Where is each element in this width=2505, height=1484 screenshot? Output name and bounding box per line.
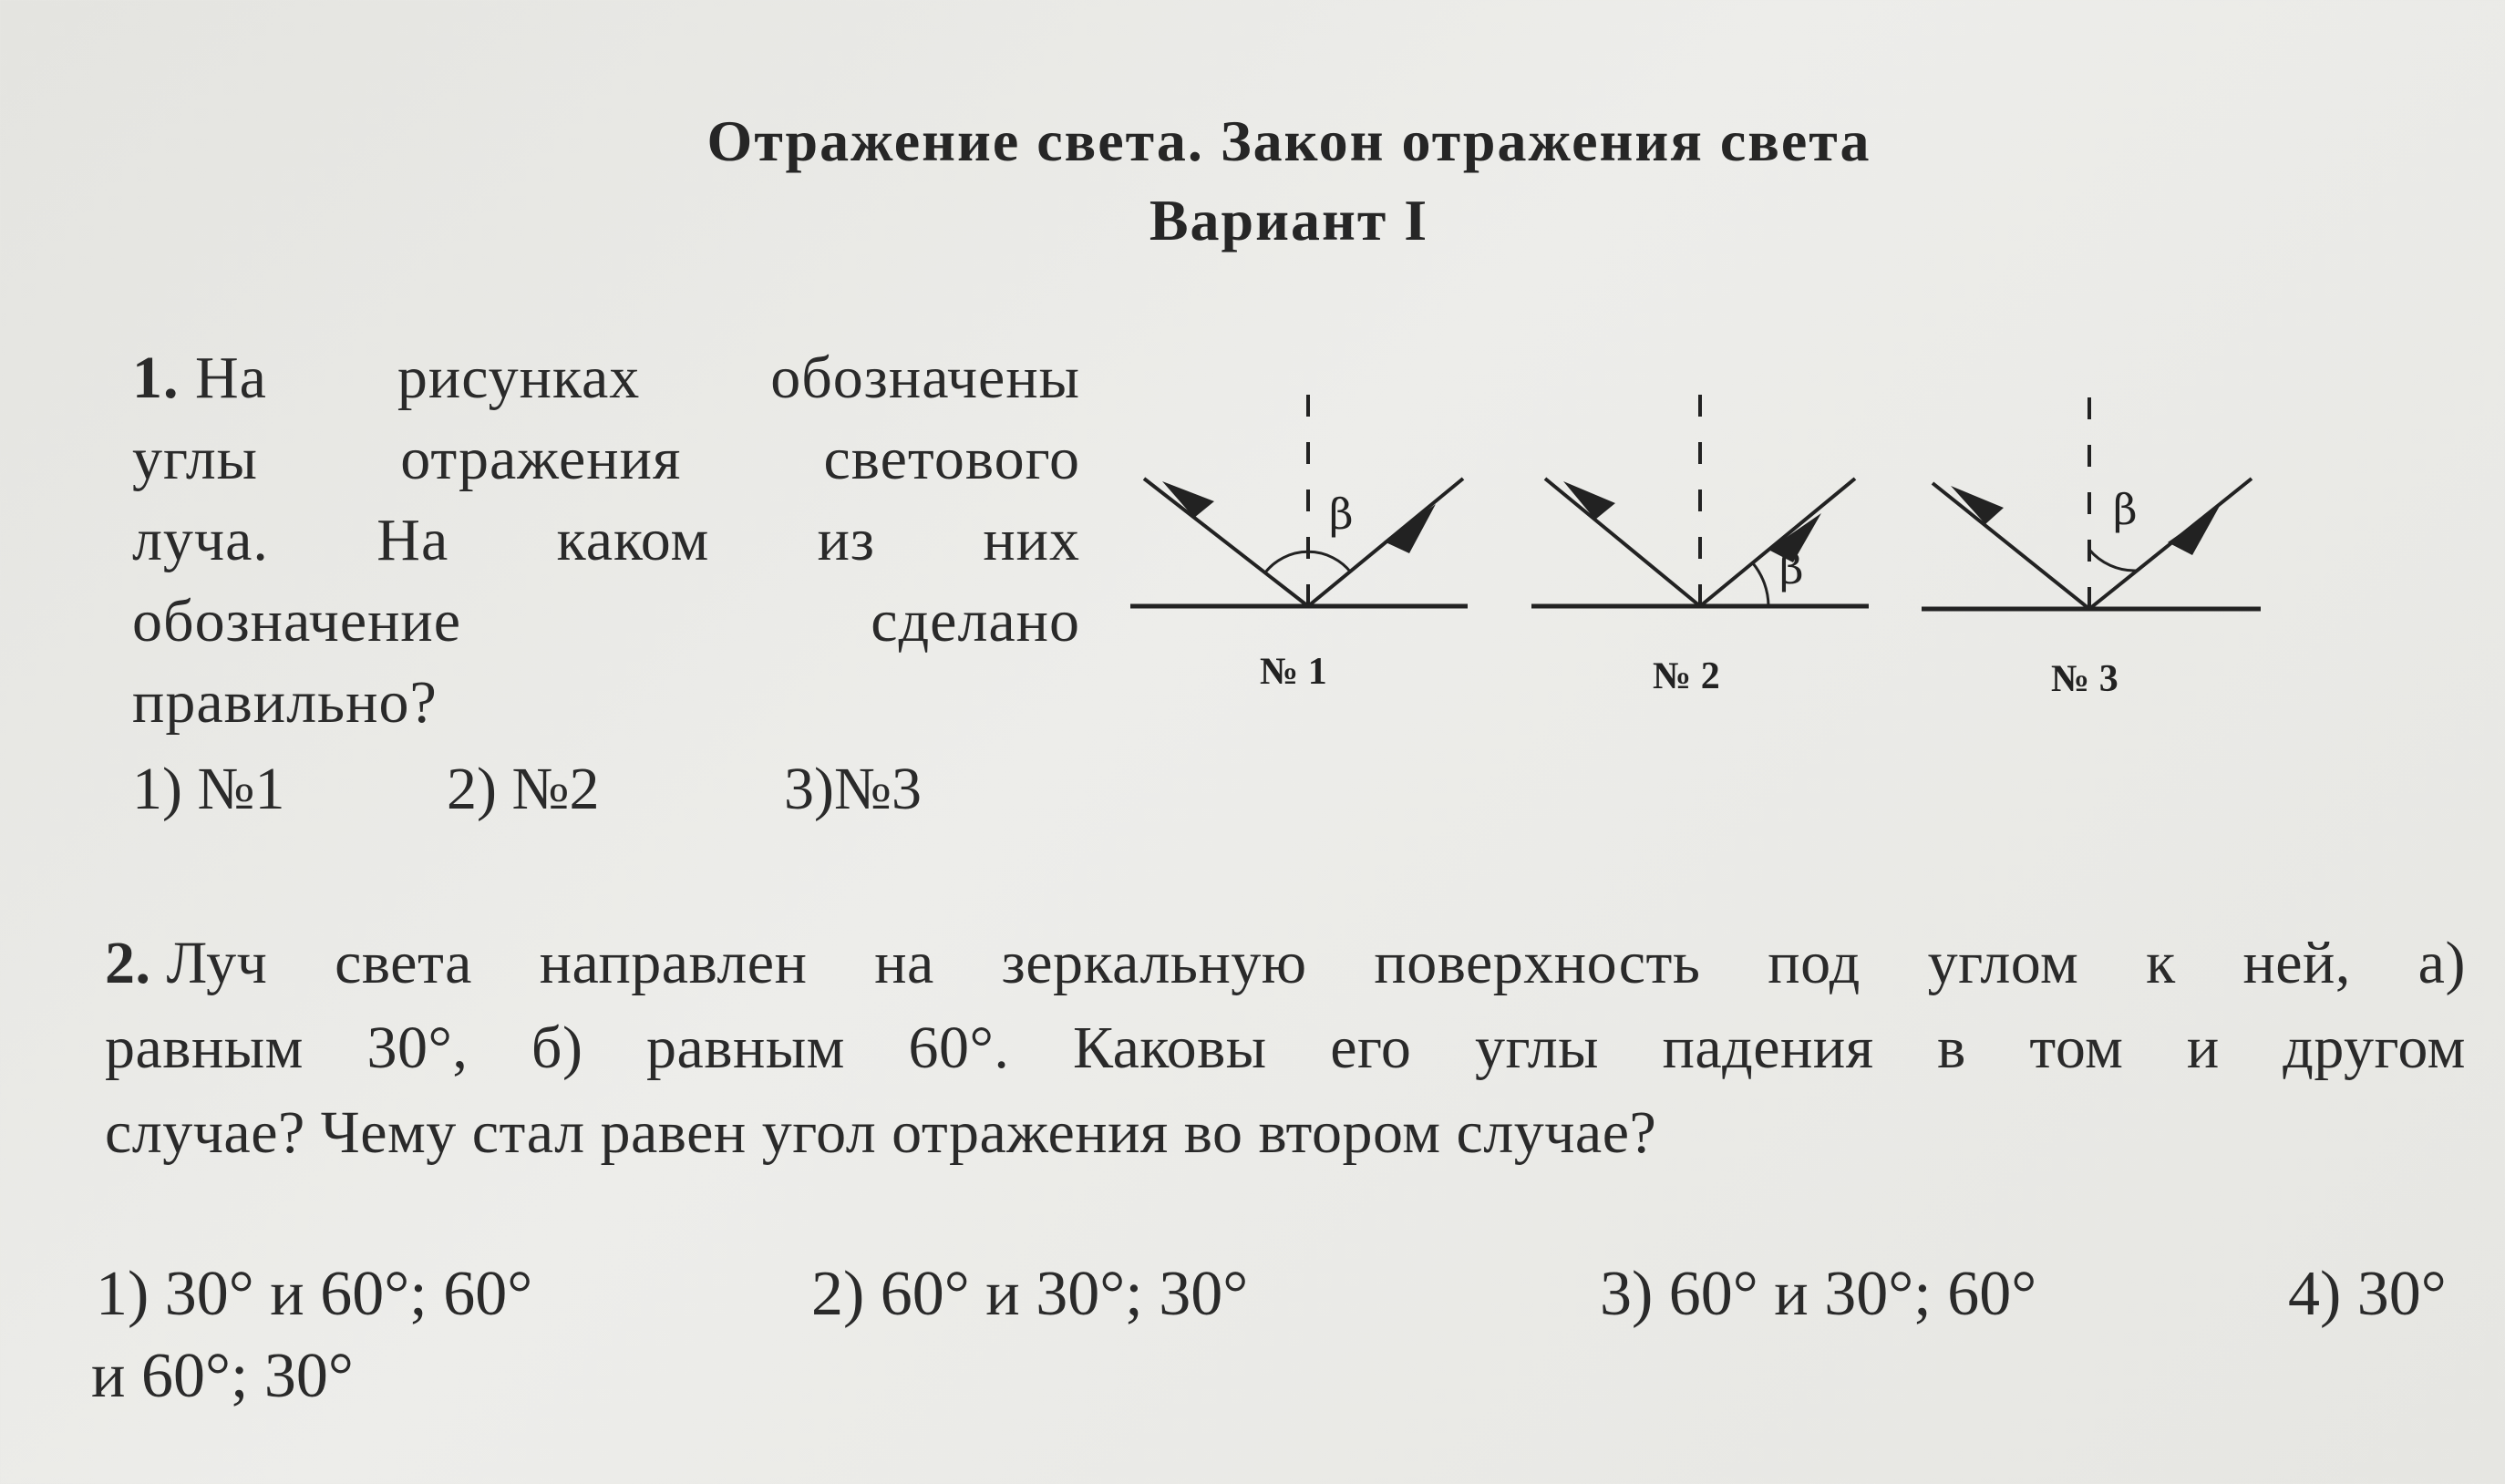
word: 60°. bbox=[908, 1015, 1010, 1081]
q1-answer-option: 3)№3 bbox=[784, 756, 922, 822]
question-1-number-and-word bbox=[132, 337, 267, 418]
figure-label: № 1 bbox=[1260, 651, 1327, 693]
word: зеркальную bbox=[1001, 930, 1307, 996]
beta-label: β bbox=[1329, 490, 1354, 539]
word: светового bbox=[823, 426, 1080, 492]
question-2-number-and-word bbox=[105, 921, 267, 1005]
incident-ray bbox=[1545, 479, 1700, 606]
word: сделано bbox=[871, 588, 1080, 654]
word: углы bbox=[132, 426, 258, 492]
question-1 bbox=[132, 337, 1080, 743]
word: поверхность bbox=[1374, 930, 1701, 996]
beta-label: β bbox=[1779, 544, 1804, 593]
reflected-arrow-icon bbox=[2168, 506, 2220, 555]
word: рисунках bbox=[397, 345, 641, 411]
figure-1 bbox=[1130, 378, 1468, 606]
word: в bbox=[1937, 1015, 1966, 1081]
word: углом bbox=[1927, 930, 2079, 996]
q2-answer-option: 2) 60° и 30°; 30° bbox=[811, 1259, 1249, 1329]
word: направлен bbox=[539, 930, 808, 996]
word: падения bbox=[1662, 1015, 1874, 1081]
incident-ray bbox=[1933, 483, 2089, 609]
word: них bbox=[983, 507, 1080, 573]
word: том bbox=[2029, 1015, 2124, 1081]
variant-heading: Вариант I bbox=[1149, 188, 1429, 252]
word: равным bbox=[105, 1015, 304, 1081]
word: ней, bbox=[2242, 930, 2351, 996]
question-1-line bbox=[132, 581, 1080, 662]
word: из bbox=[817, 507, 875, 573]
question-2-last-line: случае? Чему стал равен угол отражения во втором случае? bbox=[105, 1099, 1657, 1166]
word: каком bbox=[556, 507, 710, 573]
question-1-line bbox=[132, 418, 1080, 500]
question-2-line bbox=[105, 921, 2466, 1005]
word: равным bbox=[646, 1015, 845, 1081]
question-2-line bbox=[105, 1005, 2466, 1090]
q2-answer-option: 1) 30° и 60°; 60° bbox=[96, 1259, 533, 1329]
word: луча. bbox=[132, 507, 269, 573]
word: обозначены bbox=[770, 345, 1080, 411]
q2-answer-option: 4) 30° bbox=[2288, 1259, 2447, 1329]
question-2 bbox=[105, 921, 2466, 1175]
word: и bbox=[2186, 1015, 2220, 1081]
figure-3 bbox=[1922, 383, 2261, 609]
word: 30°, bbox=[366, 1015, 469, 1081]
reflection-diagrams bbox=[1130, 365, 2279, 729]
angle-arc bbox=[1753, 563, 1768, 606]
word: его bbox=[1330, 1015, 1412, 1081]
q1-answer-option: 1) №1 bbox=[132, 756, 285, 822]
word: отражения bbox=[400, 426, 682, 492]
figure-label: № 2 bbox=[1653, 655, 1720, 697]
question-1-number: 1. bbox=[132, 345, 180, 411]
word: б) bbox=[531, 1015, 583, 1081]
word: на bbox=[874, 930, 934, 996]
page-title: Отражение света. Закон отражения света bbox=[706, 108, 1871, 173]
reflected-arrow-icon bbox=[1384, 504, 1436, 553]
word: обозначение bbox=[132, 588, 462, 654]
reflection-figures bbox=[1130, 365, 2279, 729]
question-2-number: 2. bbox=[105, 930, 151, 996]
word: света bbox=[335, 930, 472, 996]
figure-label: № 3 bbox=[2051, 658, 2118, 700]
word: к bbox=[2146, 930, 2176, 996]
beta-label: β bbox=[2113, 485, 2138, 534]
word: На bbox=[195, 345, 267, 411]
word: На bbox=[376, 507, 449, 573]
word: другом bbox=[2283, 1015, 2466, 1081]
reflected-ray bbox=[1700, 479, 1855, 606]
question-1-line bbox=[132, 337, 1080, 418]
word: Каковы bbox=[1072, 1015, 1267, 1081]
angle-arc bbox=[2089, 550, 2136, 571]
word: правильно? bbox=[132, 669, 438, 736]
question-1-line bbox=[132, 662, 1080, 743]
figure-2 bbox=[1531, 378, 1869, 606]
question-2-line bbox=[105, 1090, 2466, 1175]
question-1-line bbox=[132, 500, 1080, 581]
word: а) bbox=[2417, 930, 2466, 996]
q2-answer-option-continuation: и 60°; 30° bbox=[91, 1341, 354, 1411]
q1-answer-option: 2) №2 bbox=[447, 756, 600, 822]
q2-answer-option: 3) 60° и 30°; 60° bbox=[1600, 1259, 2037, 1329]
word: углы bbox=[1475, 1015, 1599, 1081]
incident-ray bbox=[1144, 479, 1308, 606]
word: под bbox=[1768, 930, 1861, 996]
word: Луч bbox=[166, 930, 268, 996]
